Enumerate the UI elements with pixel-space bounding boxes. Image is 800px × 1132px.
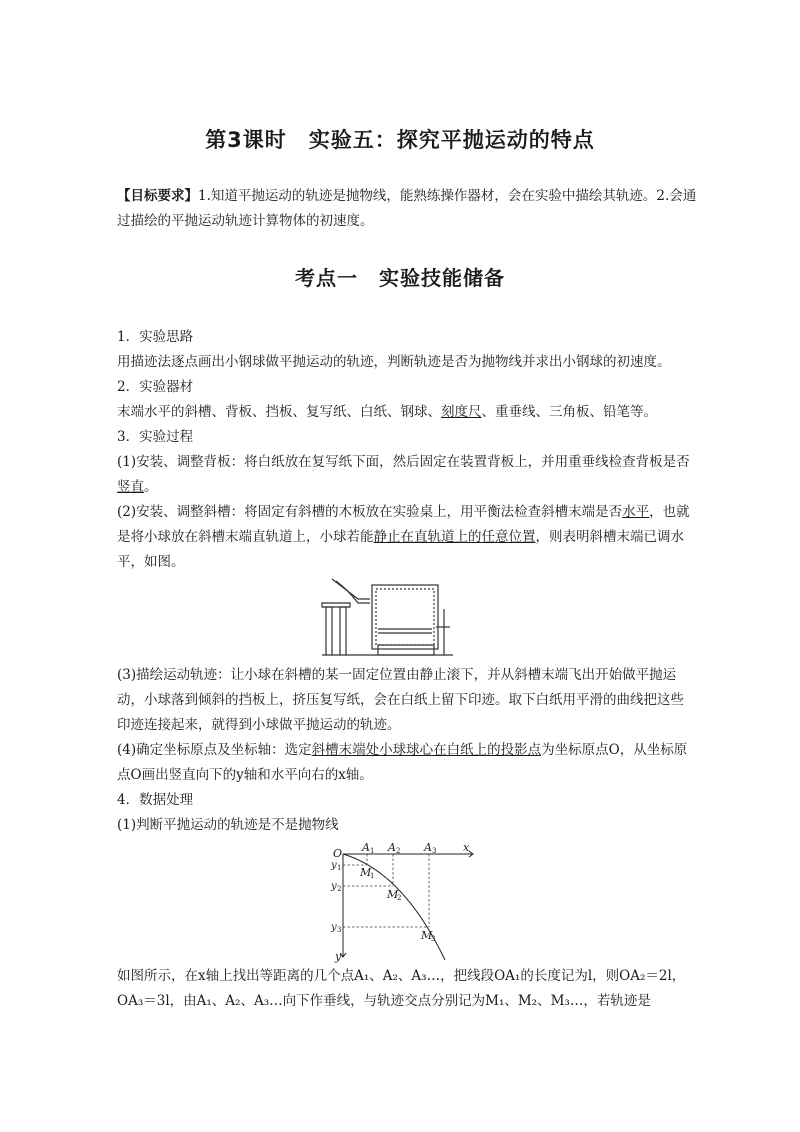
y-axis-label: y	[335, 950, 342, 963]
step4-text-b: 为坐标原点O，从坐标原点O画出竖直向下的y轴和水平向右的x轴。	[117, 742, 688, 783]
equipment-text	[117, 400, 697, 425]
step4-text-a: (4)确定坐标原点及坐标轴：选定	[117, 742, 312, 758]
base-block	[378, 645, 434, 655]
data-processing-sub: (1)判断平抛运动的轨迹是不是抛物线	[117, 817, 339, 833]
equipment-text-pre: 末端水平的斜槽、背板、挡板、复写纸、白纸、钢球、	[117, 404, 441, 420]
y1-label: y	[331, 860, 337, 871]
heading-procedure: 3．实验过程	[117, 429, 194, 445]
step1-text: (1)安装、调整背板：将白纸放在复写纸下面，然后固定在装置背板上，并用重垂线检查背板是否	[117, 454, 690, 470]
procedure-step-3: (3)描绘运动轨迹：让小球在斜槽的某一固定位置由静止滚下，并从斜槽末端飞出开始做平抛运动，小球落到倾斜的挡板上，挤压复写纸，会在白纸上留下印迹。取下白纸用平滑的曲线把这些印迹连接起来，就得到小球做平抛运动的轨迹。	[117, 667, 684, 733]
step1-end: 。	[144, 479, 158, 495]
objectives-label: 【目标要求】	[117, 188, 198, 204]
a1-label: A	[362, 841, 370, 854]
a2-subscript: 2	[396, 847, 401, 855]
backboard	[372, 585, 438, 649]
step4-underline: 斜槽末端处小球球心在白纸上的投影点	[311, 742, 542, 758]
trajectory-curve	[343, 854, 445, 960]
y2-label: y	[331, 881, 337, 892]
section-title: 考点一 实验技能储备	[295, 266, 505, 290]
procedure-step-1	[117, 450, 697, 500]
y3-label: y	[331, 922, 337, 933]
data-processing-text: 如图所示，在x轴上找出等距离的几个点A₁、A₂、A₃…，把线段OA₁的长度记为l，则OA₂＝2l，OA₃＝3l，由A₁、A₂、A₃…向下作垂线，与轨迹交点分别记为M₁、M₂、M₃…，若轨迹是	[117, 968, 686, 1009]
equipment-text-post: 、重垂线、三角板、铅笔等。	[481, 404, 657, 420]
step2-text-b: ，也就是将小球放在斜槽末端直轨道上，小球若能	[117, 504, 690, 545]
page-title: 第3课时 实验五：探究平抛运动的特点	[205, 128, 595, 152]
a2-label: A	[388, 841, 396, 854]
heading-equipment: 2．实验器材	[117, 379, 194, 395]
objectives-paragraph	[117, 184, 697, 234]
a1-subscript: 1	[370, 847, 375, 855]
step2-underline-rest: 静止在直轨道上的任意位置	[373, 529, 536, 545]
a3-label: A	[424, 841, 432, 854]
step2-text-a: (2)安装、调整斜槽：将固定有斜槽的木板放在实验桌上，用平衡法检查斜槽末端是否	[117, 504, 623, 520]
heading-data-processing: 4．数据处理	[117, 792, 194, 808]
procedure-step-2	[117, 500, 697, 575]
m1-subscript: 1	[370, 872, 375, 880]
m1-label: M	[360, 866, 372, 879]
step1-underline: 竖直	[117, 479, 144, 495]
paper-sheet	[376, 589, 434, 645]
left-post-2	[340, 607, 346, 655]
y3-subscript: 3	[337, 926, 342, 934]
apparatus-figure	[320, 579, 455, 659]
main-content	[117, 325, 697, 1014]
objectives-text: 1.知道平抛运动的轨迹是抛物线，能熟练操作器材，会在实验中描绘其轨迹。2.会通过描绘的平抛运动轨迹计算物体的初速度。	[117, 188, 697, 229]
m3-label: M	[421, 929, 433, 942]
equipment-underline-ruler: 刻度尺	[441, 404, 482, 420]
left-shelf	[322, 603, 350, 607]
y2-subscript: 2	[337, 885, 342, 893]
origin-label: O	[333, 847, 343, 860]
m2-subscript: 2	[397, 894, 402, 902]
m3-subscript: 3	[431, 935, 436, 943]
experiment-idea-text: 用描迹法逐点画出小钢球做平抛运动的轨迹，判断轨迹是否为抛物线并求出小钢球的初速度。	[117, 354, 671, 370]
m2-label: M	[387, 888, 399, 901]
step2-underline-level: 水平	[622, 504, 650, 520]
left-post	[326, 607, 332, 655]
heading-experiment-idea: 1．实验思路	[117, 329, 194, 345]
procedure-step-4	[117, 738, 697, 788]
x-axis-label: x	[463, 841, 470, 854]
chute-inner	[336, 581, 370, 603]
a3-subscript: 3	[432, 847, 437, 855]
step2-text-c: ，则表明斜槽末端已调水平，如图。	[117, 529, 684, 570]
trajectory-graph	[333, 842, 483, 962]
y1-subscript: 1	[337, 864, 342, 872]
